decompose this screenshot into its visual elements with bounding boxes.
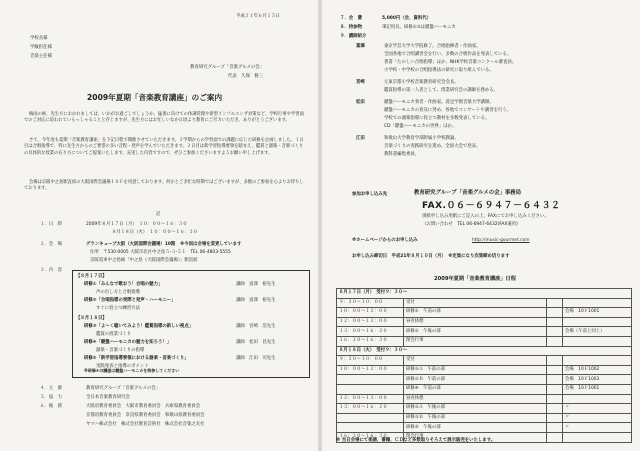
venue-name: グランキューブ大阪（大阪国際会議場）10階 [86,242,176,247]
table-row: １３：００～１６：２０ 研修② 午後の部 会場（午前と同じ） [337,327,632,337]
website-url[interactable]: http://music-gourmet.com [472,238,530,243]
left-page [0,0,318,451]
table-row: 研修③Ｂ 午前の部 会場 10Ｆ1003 [337,375,632,385]
dates-label: １．日 時 [40,222,62,227]
table-row: １６：２０～１６：３０ 閉会行事 [337,432,632,442]
instructor-3-line-4: CD「鍵盤ハーモニカの世界」ほか。 [384,124,457,129]
instructor-3-line-3: 学校での器楽指導に役立つ教材を多数発表している。 [384,116,490,121]
table-row: １３：００～１６：２０ 研修③Ａ 午後の部 〃 [337,404,632,414]
venue-address: 住所 〒530-0005 大阪市北区中之島５-３-５１ TEL 06-4803-5555 [90,250,231,255]
schedule-title: 2009年夏期「音楽教育講座」日程 [434,276,516,282]
fee-label: ７．会 費 [340,16,362,21]
apply-note: 別紙申し込み用紙にご記入の上、FAXにてお申し込みください。 [422,214,549,219]
backing-line-3: ヤマハ株式会社 株式会社教育芸術社 株式会社音楽之友社 [86,422,205,427]
fee: 5,000円（会、資料代） [382,16,432,21]
session-2-detail: すぐに役立つ練習方法 [96,306,140,311]
instructor-1-line-4: 小学校・中学校の合唱指導法の研究に取り組んでいる。 [384,68,494,73]
body-paragraph-2: さて、今年度も夏期「音楽教育講座」を下記日程で開催させていただきます。２学期からの学習面での課題に応じた研修を企画しました。１日目は合唱指導で、特に先生方からのご要望の多い音程・発声を学んでいただきます。２日目は新学習指導要領を踏まえ、鑑賞と器楽・音楽づくりの具体的な授業の在り方についてご提案いたします。充実した内容ですので、ぜひご参加くださいますようお願い申し上げます。 [24,138,304,156]
backing-line-1: 大阪府教育委員会 大阪市教育委員会 兵庫県教育委員会 [86,404,201,409]
session-4-detail: 器楽・音楽づくりの指導 [96,348,145,353]
items-label: ８．持参物 [340,25,362,30]
session-3-detail: 鑑賞の授業づくり [96,332,132,337]
table-row: 研修④ 午前の部 会場 10Ｆ1001 [337,384,632,394]
session-4-name: 研修④「鍵盤ハーモニカの魅力を知ろう！」 [84,340,172,345]
instructor-1-name: 富澤 [356,44,365,49]
content-label: ３．内 容 [40,268,62,273]
schedule-day2-header: ８月１８日（火） 受付９：３０～ [337,346,632,356]
page-title: 2009年夏期「音楽教育講座」のご案内 [87,93,223,102]
session-1-speaker: 講師 富澤 裕先生 [236,282,276,287]
table-row: １０：００～１２：００ 研修③Ａ 午前の部 会場 10Ｆ1002 [337,365,632,375]
venue-access: 京阪電車中之島線「中之島（大阪国際会議場）」駅直結 [90,258,198,263]
table-row: ９：３０～１０：００ 受付 [337,298,632,308]
instructor-1-line-3: 著書「たのしい合唱指導」ほか、NHK学校音楽コンクール審査員。 [384,60,517,65]
date-day2: ８月１８日（火） １０：００～１６：３０ [112,230,198,235]
venue-label: ２．会 場 [40,242,62,247]
footer-note: ※ 当日会場にて楽譜、書籍、ＣＤなど多数取りそろえて展示販売をいたします。 [336,438,496,443]
backing-label: ６．後 援 [40,404,62,409]
session-2-speaker: 講師 富澤 裕先生 [236,298,276,303]
sponsor: 教育研究グループ「音楽グルメの会」 [86,386,161,391]
table-row: 研修⑤ 午後の部 〃 [337,423,632,433]
session-3-name: 研修③「よ～く聴いてみよう！鑑賞指導の新しい視点」 [84,324,194,329]
ki-heading: 記 [156,212,161,217]
session-4-speaker: 講師 松田 昌先生 [236,340,276,345]
table-row: ９：３０～１０：００ 受付 [337,356,632,366]
instructor-2-name: 宮崎 [356,80,365,85]
schedule-day1-header: ８月１７日（月） 受付９：３０～ [337,289,632,299]
session-5-detail: 実践発表と指導のポイント [96,364,149,369]
table-row: １２：００～１３：００ 昼食休憩 [337,394,632,404]
day2-label: 【８月１８日】 [76,316,107,321]
right-page [322,0,640,451]
items: 筆記用具、研修②③は鍵盤ハーモニカ [382,25,456,30]
sponsor-label: ４．主 催 [40,386,62,391]
day1-label: 【８月１７日】 [76,274,107,279]
recipient-principal: 学校長様 [30,36,48,41]
venue-note: ※今回は会場を変更しています [180,242,242,247]
session-3-speaker: 講師 宮崎 浩先生 [236,324,276,329]
instructor-4-name: 江田 [356,136,365,141]
inquiry: （お問い合わせ TEL 06-6947-6432(FAX兼用) [422,222,518,227]
instructor-3-line-1: 鍵盤ハーモニカ奏者・作曲家。洗足学園音楽大学講師。 [384,100,494,105]
session-5-name: 研修⑤「新学習指導要領における器楽・音楽づくり」 [84,356,189,361]
support: 全日本音楽教育研究会 [86,395,130,400]
session-5-speaker: 講師 江田 司先生 [236,356,276,361]
backing-line-2: 京都府教育委員会 奈良県教育委員会 和歌山県教育委員会 [86,413,205,418]
recipient-teacher: 学級担任様 [30,45,52,50]
instructor-3-name: 松田 [356,100,365,105]
session-1-detail: 声の出し方と合唱指導 [96,290,140,295]
sender: 教育研究グループ「音楽グルメの会」 [190,65,265,70]
day2-note: ※研修④の講座は鍵盤ハーモニカを持参してください [84,368,180,373]
support-label: ５．協 力 [40,395,62,400]
instructors-label: ９．講師紹介 [340,34,367,39]
apply-label: 参加お申し込み先 [352,192,388,197]
recipient-music: 音楽主任様 [30,54,52,59]
deadline: お申し込み締切日 平成21年８月１０日（月） ※定員になり次第締め切ります [352,254,510,259]
representative: 代表 久保 修三 [228,74,264,79]
body-paragraph-1: 梅雨の候、先生方におかれましては、いかがお過ごしでしょうか。猛暑に向けての体調管理や新型インフルエンザ対策など、学校行事や学習面でのご対応に追われていらっしゃることと存じますが、先生方にはお忙しいなか日頃より教育にご尽力いただき、ありがとうございます。 [24,112,304,124]
body-paragraph-3: 会場は京阪中之島駅直結の大阪国際会議場１０Ｆを用意しております。何かとご多忙な時期ではございますが、多数のご参加を心よりお待ちしております。 [24,180,304,192]
instructor-3-line-2: 鍵盤ハーモニカの普及に努め、各地でコンサートや講習を行う。 [384,108,512,113]
instructor-1-line-1: 東京学芸大学大学院修了。合唱指揮者・作曲家。 [384,44,481,49]
instructor-1-line-2: 全国各地で合唱講習会を行い、多数の合唱作品を発表している。 [384,52,512,57]
web-apply-label: ※ホームページからのお申し込み [352,238,418,243]
instructor-2-line-1: 元東京都小学校音楽教育研究会会長。 [384,80,459,85]
apply-org: 教育研究グループ「音楽グルメの会」事務局 [414,190,522,196]
schedule-table [336,288,632,443]
session-2-name: 研修②「合唱指導の実際と発声・ハーモニー」 [84,298,176,303]
instructor-4-line-3: 教科書編集委員。 [384,152,420,157]
session-1-name: 研修①「みんなで歌おう！合唱の魅力」 [84,282,163,287]
fax-number: FAX.０６－６９４７－６４３２ [422,201,561,211]
issue-date: 平成２１年６月１５日 [236,14,280,19]
table-row: 研修③Ｂ 午後の部 〃 [337,413,632,423]
instructor-2-line-2: 鑑賞指導の第一人者として、授業研究会の講師を務める。 [384,88,499,93]
table-row: １０：００～１２：００ 研修① 午前の部 会場 10Ｆ1001 [337,308,632,318]
date-day1: 2009年８月１７日（月） １０：００～１６：３０ [86,222,188,227]
instructor-4-line-2: 音楽づくりの実践研究を進め、全国大会で発表。 [384,144,481,149]
instructor-4-line-1: 和歌山大学教育学部附属小学校教諭。 [384,136,459,141]
table-row: １２：００～１３：００ 昼食休憩 [337,317,632,327]
table-row: １６：２０～１６：３０ 閉会行事 [337,336,632,346]
